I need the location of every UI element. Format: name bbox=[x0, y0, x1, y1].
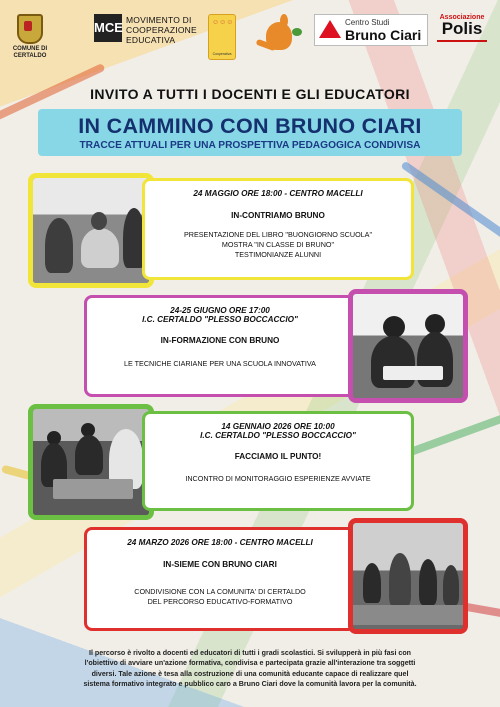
event-location: I.C. CERTALDO "PLESSO BOCCACCIO" bbox=[200, 431, 356, 440]
associazione-label: Associazione bbox=[439, 14, 485, 21]
event-4-photo bbox=[348, 518, 468, 634]
mce-mark: MCE bbox=[94, 14, 122, 42]
certaldo-label: COMUNE DI CERTALDO bbox=[12, 46, 48, 59]
cooperativa-logo bbox=[208, 14, 236, 60]
event-description: INCONTRO DI MONITORAGGIO ESPERIENZE AVVIATE bbox=[185, 474, 371, 483]
event-description: LE TECNICHE CIARIANE PER UNA SCUOLA INNOVATIVA bbox=[124, 359, 316, 368]
title-banner bbox=[38, 109, 462, 156]
centro-studi-label: Centro Studi bbox=[345, 18, 390, 27]
event-date: 24-25 GIUGNO ORE 17:00 bbox=[170, 306, 270, 315]
bruno-ciari-label: Bruno Ciari bbox=[345, 27, 422, 43]
event-title: IN-FORMAZIONE CON BRUNO bbox=[160, 336, 280, 345]
event-3-photo bbox=[28, 404, 154, 520]
page-subtitle: TRACCE ATTUALI PER UNA PROSPETTIVA PEDAGOGICA CONDIVISA bbox=[79, 140, 421, 151]
footer-paragraph: Il percorso è rivolto a docenti ed educatori di tutti i gradi scolastici. Si svilupperà in più fasi con l'obiettivo di avviare un'azione formativa, condivisa e partecipata grazie all'interazione tra soggetti diversi. Tale azione è tesa alla costruzione di una comunità educante capace di realizzare quel sistema formativo integrato e pubblico caro a Bruno Ciari dove la comunità lavora per la comunità. bbox=[83, 649, 417, 689]
event-2-photo bbox=[348, 289, 468, 403]
event-description: PRESENTAZIONE DEL LIBRO "BUONGIORNO SCUOLA" MOSTRA "IN CLASSE DI BRUNO" TESTIMONIANZE ALUNNI bbox=[183, 230, 373, 259]
mce-logo bbox=[94, 14, 204, 44]
event-4-card bbox=[84, 527, 356, 631]
event-date: 24 MAGGIO ORE 18:00 - CENTRO MACELLI bbox=[193, 189, 363, 198]
event-1-photo bbox=[28, 173, 154, 288]
event-title: IN-SIEME CON BRUNO CIARI bbox=[163, 560, 277, 569]
certaldo-logo bbox=[12, 14, 48, 60]
event-description: CONDIVISIONE CON LA COMUNITA' DI CERTALDO DEL PERCORSO EDUCATIVO-FORMATIVO bbox=[134, 587, 306, 606]
cooperativa-label: Cooperativa bbox=[212, 52, 232, 56]
crest-icon bbox=[17, 14, 43, 44]
event-location: I.C. CERTALDO "PLESSO BOCCACCIO" bbox=[142, 315, 298, 324]
kangaroo-logo bbox=[256, 14, 306, 60]
event-1-card bbox=[142, 178, 414, 280]
event-2-card bbox=[84, 295, 356, 397]
invite-heading: INVITO A TUTTI I DOCENTI E GLI EDUCATORI bbox=[90, 86, 410, 102]
people-icon: ☺☺☺ bbox=[212, 19, 234, 26]
event-date: 24 MARZO 2026 ORE 18:00 - CENTRO MACELLI bbox=[127, 538, 313, 547]
mountain-icon bbox=[319, 20, 341, 38]
mce-label: MOVIMENTO DI COOPERAZIONE EDUCATIVA bbox=[126, 15, 197, 45]
logo-bar bbox=[0, 14, 500, 66]
event-date: 14 GENNAIO 2026 ORE 10:00 bbox=[221, 422, 335, 431]
event-3-card bbox=[142, 411, 414, 511]
centro-studi-logo bbox=[314, 14, 428, 46]
polis-logo bbox=[432, 14, 492, 50]
page-title: IN CAMMINO CON BRUNO CIARI bbox=[78, 114, 422, 138]
event-title: IN-CONTRIAMO BRUNO bbox=[231, 211, 325, 220]
polis-label: Polis bbox=[441, 19, 483, 38]
polis-underline bbox=[437, 40, 487, 42]
event-title: FACCIAMO IL PUNTO! bbox=[234, 452, 322, 461]
